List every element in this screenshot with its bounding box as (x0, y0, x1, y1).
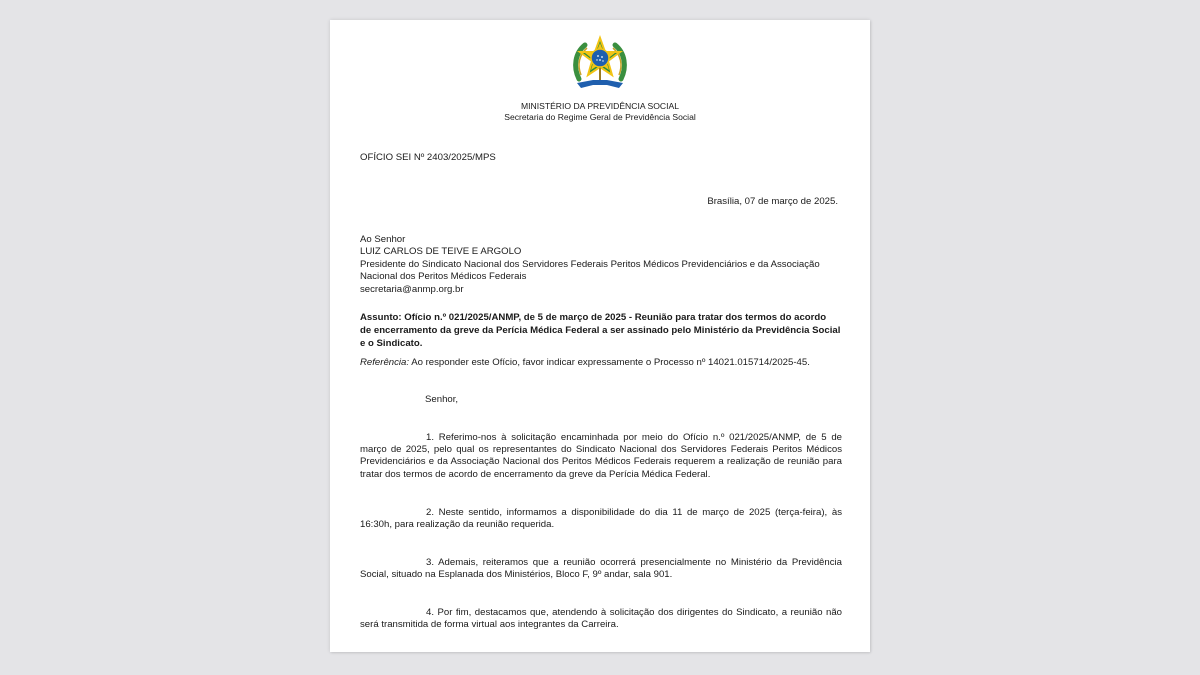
subject-line2: de encerramento da greve da Perícia Médica Federal a ser assinado pelo Ministério da Previdência Social (360, 325, 841, 337)
document-number: OFÍCIO SEI Nº 2403/2025/MPS (360, 152, 496, 163)
recipient-salutation: Ao Senhor (360, 234, 406, 245)
paragraph-1: 1. Referimo-nos à solicitação encaminhada por meio do Ofício n.º 021/2025/ANMP, de 5 de março de 2025, pelo qual os representantes do Sindicato Nacional dos Servidores Federais Peritos Médicos Previdenciários e da Associação Nacional dos Peritos Médicos Federais requerem a realização de reunião para tratar dos termos de acordo de encerramento da greve da Perícia Médica Federal. (360, 432, 842, 480)
brazil-coat-of-arms-icon (571, 35, 629, 95)
ministry-name: MINISTÉRIO DA PREVIDÊNCIA SOCIAL (520, 101, 680, 111)
recipient-title-line2: Nacional dos Peritos Médicos Federais (360, 271, 527, 283)
reference-text: Ao responder este Ofício, favor indicar expressamente o Processo nº 14021.015714/2025-45. (409, 357, 810, 368)
subject-block (360, 311, 841, 351)
recipient-block (360, 234, 838, 296)
place-date: Brasília, 07 de março de 2025. (707, 196, 838, 207)
recipient-email[interactable]: secretaria@anmp.org.br (360, 283, 464, 295)
document-page (330, 20, 870, 652)
reference-line (360, 357, 838, 369)
paragraph-3: 3. Ademais, reiteramos que a reunião ocorrerá presencialmente no Ministério da Previdência Social, situado na Esplanada dos Ministérios, Bloco F, 9º andar, sala 901. (360, 557, 842, 581)
paragraph-4: 4. Por fim, destacamos que, atendendo à solicitação dos dirigentes do Sindicato, a reunião não será transmitida de forma virtual aos integrantes da Carreira. (360, 607, 842, 631)
subject-line3: e o Sindicato. (360, 338, 423, 350)
paragraph-2: 2. Neste sentido, informamos a disponibilidade do dia 11 de março de 2025 (terça-feira), às 16:30h, para realização da reunião requerida. (360, 507, 842, 531)
secretariat-name: Secretaria do Regime Geral de Previdência Social (504, 112, 696, 122)
greeting: Senhor, (425, 394, 459, 405)
reference-label: Referência: (360, 357, 410, 368)
recipient-name: LUIZ CARLOS DE TEIVE E ARGOLO (360, 246, 522, 258)
subject-line1: Assunto: Ofício n.º 021/2025/ANMP, de 5 de março de 2025 - Reunião para tratar dos termos do acordo (360, 312, 827, 323)
recipient-title-line1: Presidente do Sindicato Nacional dos Servidores Federais Peritos Médicos Previdenciários e da Associação (360, 258, 820, 270)
